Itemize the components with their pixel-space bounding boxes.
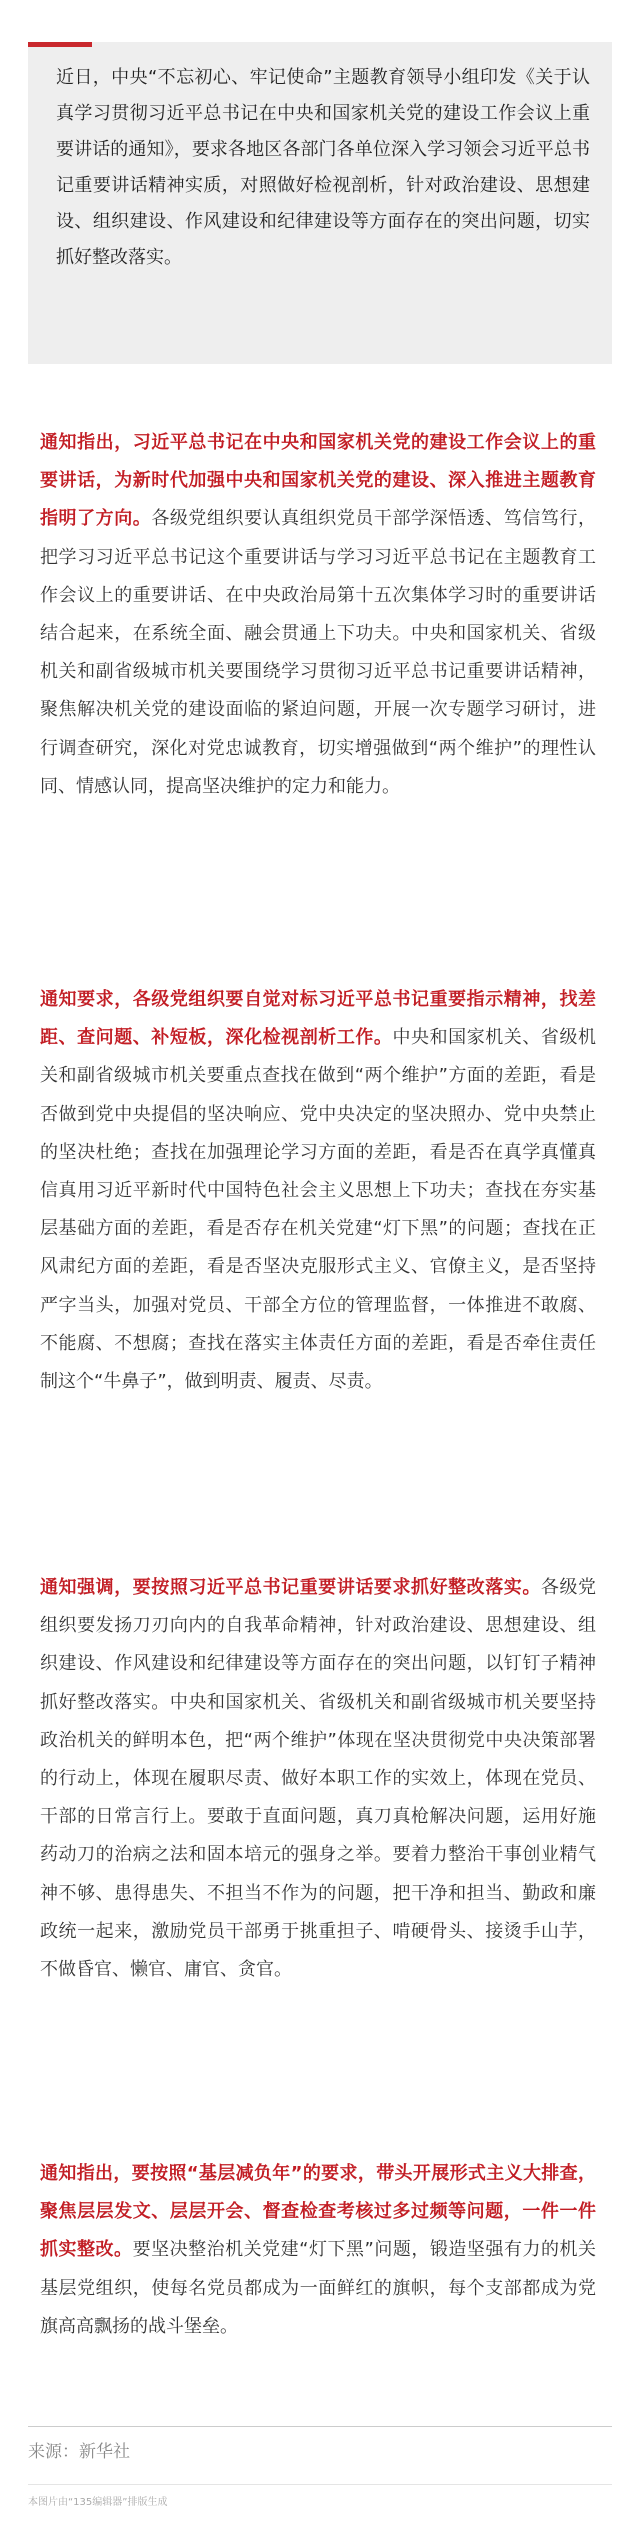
source-line	[28, 2426, 612, 2462]
credit-text: 本图片由“135编辑器”排版生成	[28, 2497, 168, 2508]
summary-accent-bar	[28, 42, 92, 47]
paragraph-4-highlight: 通知指出，要按照“基层减负年”的要求，带头开展形式主义大排查，聚焦层层发文、层层开会、督查检查考核过多过频等问题，一件一件抓实整改。	[40, 2163, 596, 2261]
paragraph-3	[40, 1569, 596, 1989]
paragraph-4-body: 要坚决整治机关党建“灯下黑”问题，锻造坚强有力的机关基层党组织，使每名党员都成为一面鲜红的旗帜，每个支部都成为党旗高高飘扬的战斗堡垒。	[40, 2239, 596, 2337]
paragraph-3-highlight: 通知强调，要按照习近平总书记重要讲话要求抓好整改落实。	[40, 1577, 541, 1598]
editor-credit	[28, 2484, 612, 2508]
summary-text: 近日，中央“不忘初心、牢记使命”主题教育领导小组印发《关于认真学习贯彻习近平总书记在中央和国家机关党的建设工作会议上重要讲话的通知》，要求各地区各部门各单位深入学习领会习近平总书记重要讲话精神实质，对照做好检视剖析，针对政治建设、思想建设、组织建设、作风建设和纪律建设等方面存在的突出问题，切实抓好整改落实。	[56, 67, 590, 268]
paragraph-2-body: 中央和国家机关、省级机关和副省级城市机关要重点查找在做到“两个维护”方面的差距，看是否做到党中央提倡的坚决响应、党中央决定的坚决照办、党中央禁止的坚决杜绝；查找在加强理论学习方面的差距，看是否在真学真懂真信真用习近平新时代中国特色社会主义思想上下功夫；查找在夯实基层基础方面的差距，看是否存在机关党建“灯下黑”的问题；查找在正风肃纪方面的差距，看是否坚决克服形式主义、官僚主义，是否坚持严字当头，加强对党员、干部全方位的管理监督，一体推进不敢腐、不能腐、不想腐；查找在落实主体责任方面的差距，看是否牵住责任制这个“牛鼻子”，做到明责、履责、尽责。	[40, 1027, 597, 1393]
paragraph-2-highlight: 通知要求，各级党组织要自觉对标习近平总书记重要指示精神，找差距、查问题、补短板，深化检视剖析工作。	[40, 989, 596, 1049]
paragraph-2	[40, 981, 596, 1401]
paragraph-1	[40, 424, 596, 806]
paragraph-1-body: 各级党组织要认真组织党员干部学深悟透、笃信笃行，把学习习近平总书记这个重要讲话与学习习近平总书记在主题教育工作会议上的重要讲话、在中央政治局第十五次集体学习时的重要讲话结合起来，在系统全面、融会贯通上下功夫。中央和国家机关、省级机关和副省级城市机关要围绕学习贯彻习近平总书记重要讲话精神，聚焦解决机关党的建设面临的紧迫问题，开展一次专题学习研讨，进行调查研究，深化对党忠诚教育，切实增强做到“两个维护”的理性认同、情感认同，提高坚决维护的定力和能力。	[40, 508, 596, 797]
paragraph-4	[40, 2155, 596, 2346]
paragraph-3-body: 各级党组织要发扬刀刃向内的自我革命精神，针对政治建设、思想建设、组织建设、作风建设和纪律建设等方面存在的突出问题，以钉钉子精神抓好整改落实。中央和国家机关、省级机关和副省级城市机关要坚持政治机关的鲜明本色，把“两个维护”体现在坚决贯彻党中央决策部署的行动上，体现在履职尽责、做好本职工作的实效上，体现在党员、干部的日常言行上。要敢于直面问题，真刀真枪解决问题，运用好施药动刀的治病之法和固本培元的强身之举。要着力整治干事创业精气神不够、患得患失、不担当不作为的问题，把干净和担当、勤政和廉政统一起来，激励党员干部勇于挑重担子、啃硬骨头、接烫手山芋，不做昏官、懒官、庸官、贪官。	[40, 1577, 597, 1981]
paragraph-1-highlight: 通知指出，习近平总书记在中央和国家机关党的建设工作会议上的重要讲话，为新时代加强中央和国家机关党的建设、深入推进主题教育指明了方向。	[40, 432, 596, 530]
source-text: 来源：新华社	[28, 2442, 130, 2462]
summary-box	[28, 42, 612, 364]
